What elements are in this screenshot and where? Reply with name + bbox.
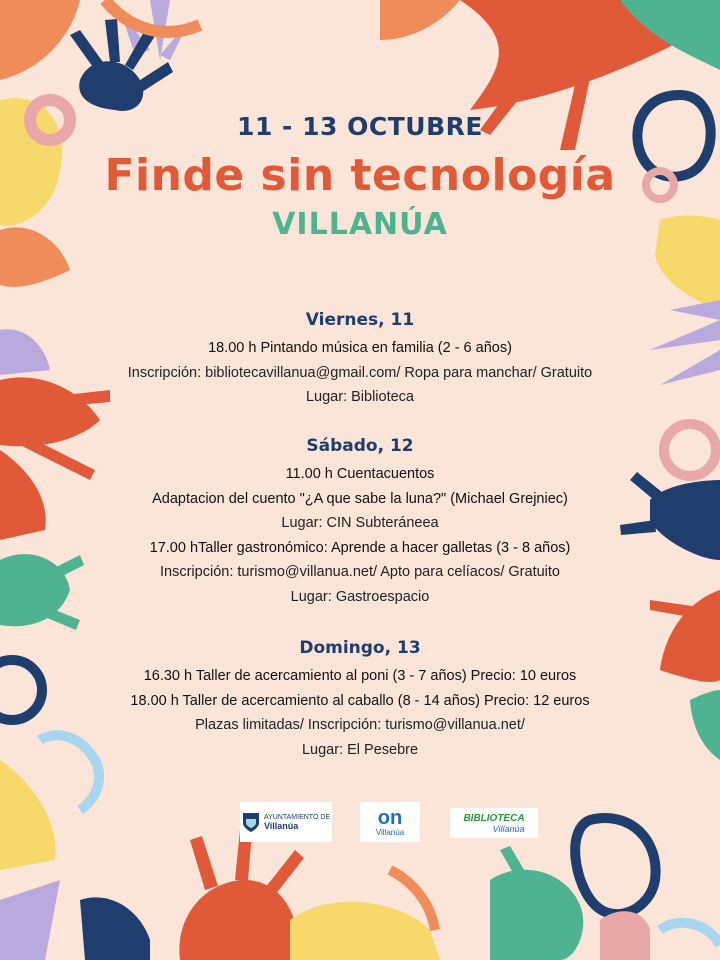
deco-ring-navy-br <box>575 818 655 914</box>
ayuntamiento-small-text: AYUNTAMIENTO DE <box>263 814 331 821</box>
day-sunday <box>0 638 720 762</box>
deco-blob-navy-bl <box>80 897 150 960</box>
deco-arc-lightblue-br <box>660 923 720 945</box>
deco-leaf-lavender-bl <box>0 880 60 960</box>
on-mark: on <box>377 806 403 829</box>
biblioteca-logo <box>450 808 538 838</box>
biblioteca-top: BIBLIOTECA <box>463 812 525 824</box>
day-friday <box>0 310 720 410</box>
day-title-saturday: Sábado, 12 <box>306 436 414 456</box>
event-dates: 11 - 13 OCTUBRE <box>237 112 483 141</box>
on-villanua-logo <box>360 802 420 842</box>
friday-venue: Lugar: Biblioteca <box>305 389 414 405</box>
saturday-venue-1: Lugar: CIN Subteráneea <box>281 515 439 531</box>
deco-blob-yellow-bottom <box>290 902 440 960</box>
coat-of-arms-icon <box>242 811 260 833</box>
deco-leaf-top-left <box>0 0 80 80</box>
event-title: Finde sin tecnología <box>104 150 616 201</box>
deco-leaf-pink-br <box>600 911 650 960</box>
saturday-venue-2: Lugar: Gastroespacio <box>290 588 430 605</box>
friday-registration: Inscripción: bibliotecavillanua@gmail.com/ Ropa para manchar/ Gratuito <box>127 364 593 381</box>
sunday-activity-1: 16.30 h Taller de acercamiento al poni (3 - 7 años) Precio: 10 euros <box>143 668 577 684</box>
biblioteca-bottom: Villanúa <box>492 823 525 834</box>
saturday-activity-2: 17.00 hTaller gastronómico: Aprende a hacer galletas (3 - 8 años) <box>149 539 571 556</box>
deco-leaf-salmon-tr <box>380 0 460 40</box>
ayuntamiento-name: Villanúa <box>263 821 299 831</box>
day-title-friday: Viernes, 11 <box>305 310 415 330</box>
sunday-venue: Lugar: El Pesebre <box>301 741 419 758</box>
on-subtitle: Villanúa <box>375 827 405 837</box>
saturday-registration-2: Inscripción: turismo@villanua.net/ Apto para celíacos/ Gratuito <box>160 564 560 580</box>
day-saturday <box>0 436 720 609</box>
deco-hand-orange-bottom <box>179 830 304 960</box>
event-location: VILLANÚA <box>272 207 448 242</box>
saturday-activity-1-detail: Adaptacion del cuento "¿A que sabe la luna?" (Michael Grejniec) <box>152 490 568 507</box>
deco-blob-yellow-l <box>0 760 56 870</box>
sunday-activity-2: 18.00 h Taller de acercamiento al caballo (8 - 14 años) Precio: 12 euros <box>130 692 590 709</box>
deco-leaf-green-bottom <box>490 846 583 960</box>
friday-activity: 18.00 h Pintando música en familia (2 - 6 años) <box>208 340 512 356</box>
day-title-sunday: Domingo, 13 <box>299 638 421 658</box>
ayuntamiento-logo <box>240 802 332 842</box>
sunday-registration: Plazas limitadas/ Inscripción: turismo@villanua.net/ <box>195 717 525 733</box>
saturday-activity-1: 11.00 h Cuentacuentos <box>285 466 435 482</box>
